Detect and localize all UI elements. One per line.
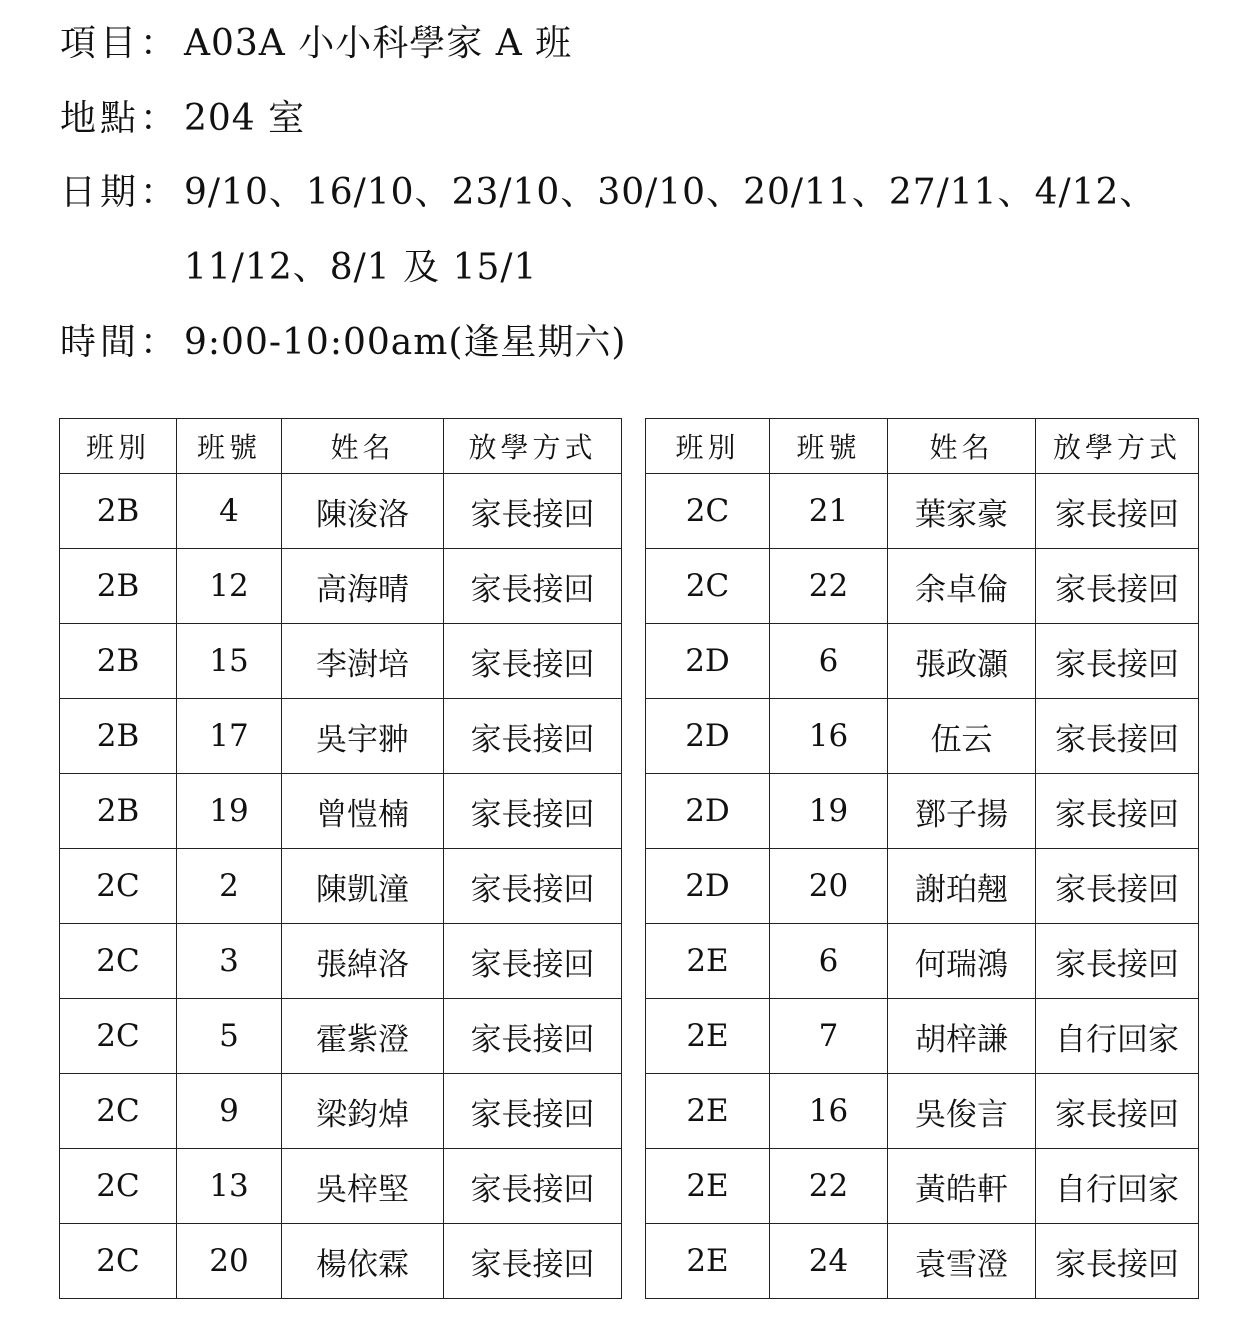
cell-class: 2E: [646, 1149, 770, 1224]
cell-name: 葉家豪: [888, 474, 1036, 549]
header-row: [646, 419, 1199, 474]
cell-class: 2C: [60, 849, 177, 924]
cell-class: 2B: [60, 549, 177, 624]
cell-dismissal: 自行回家: [1036, 999, 1199, 1074]
table-row: [60, 699, 622, 774]
header-class: 班別: [646, 419, 770, 474]
header-number: 班號: [770, 419, 888, 474]
date-value-line2: 11/12、8/1 及 15/1: [184, 247, 538, 288]
cell-dismissal: 家長接回: [1036, 774, 1199, 849]
cell-number: 6: [770, 624, 888, 699]
cell-dismissal: 家長接回: [444, 849, 622, 924]
cell-number: 16: [770, 699, 888, 774]
cell-class: 2C: [60, 999, 177, 1074]
table-row: [60, 1149, 622, 1224]
cell-number: 16: [770, 1074, 888, 1149]
cell-name: 梁鈞焯: [282, 1074, 444, 1149]
cell-name: 吳俊言: [888, 1074, 1036, 1149]
cell-class: 2C: [646, 549, 770, 624]
cell-class: 2D: [646, 849, 770, 924]
cell-dismissal: 家長接回: [444, 699, 622, 774]
cell-dismissal: 家長接回: [444, 1074, 622, 1149]
cell-dismissal: 家長接回: [444, 924, 622, 999]
cell-dismissal: 家長接回: [444, 999, 622, 1074]
cell-number: 2: [177, 849, 282, 924]
cell-number: 12: [177, 549, 282, 624]
cell-number: 19: [770, 774, 888, 849]
cell-number: 22: [770, 549, 888, 624]
table-row: [646, 924, 1199, 999]
header-row: [60, 419, 622, 474]
project-line: [60, 22, 572, 66]
cell-dismissal: 家長接回: [1036, 549, 1199, 624]
cell-name: 陳凱潼: [282, 849, 444, 924]
cell-name: 謝珀翹: [888, 849, 1036, 924]
cell-name: 曾愷楠: [282, 774, 444, 849]
cell-class: 2C: [646, 474, 770, 549]
table-row: [646, 624, 1199, 699]
cell-class: 2E: [646, 1074, 770, 1149]
roster-table-left: [59, 418, 622, 1299]
table-row: [646, 849, 1199, 924]
table-row: [646, 699, 1199, 774]
cell-number: 9: [177, 1074, 282, 1149]
location-value: 204 室: [184, 98, 306, 139]
cell-name: 袁雪澄: [888, 1224, 1036, 1299]
time-value: 9:00-10:00am(逢星期六): [184, 322, 627, 363]
cell-name: 吳梓堅: [282, 1149, 444, 1224]
cell-class: 2C: [60, 924, 177, 999]
cell-dismissal: 家長接回: [1036, 624, 1199, 699]
cell-number: 24: [770, 1224, 888, 1299]
table-row: [60, 849, 622, 924]
table-row: [646, 1149, 1199, 1224]
cell-number: 22: [770, 1149, 888, 1224]
cell-dismissal: 家長接回: [444, 1224, 622, 1299]
cell-name: 張綽洛: [282, 924, 444, 999]
table-row: [60, 924, 622, 999]
table-row: [60, 1224, 622, 1299]
cell-name: 吳宇翀: [282, 699, 444, 774]
header-name: 姓名: [888, 419, 1036, 474]
cell-class: 2B: [60, 699, 177, 774]
cell-number: 6: [770, 924, 888, 999]
cell-class: 2E: [646, 999, 770, 1074]
cell-name: 陳浚洛: [282, 474, 444, 549]
table-row: [60, 624, 622, 699]
cell-class: 2D: [646, 774, 770, 849]
cell-dismissal: 家長接回: [444, 474, 622, 549]
table-row: [60, 474, 622, 549]
cell-number: 3: [177, 924, 282, 999]
header-name: 姓名: [282, 419, 444, 474]
cell-dismissal: 自行回家: [1036, 1149, 1199, 1224]
cell-name: 霍紫澄: [282, 999, 444, 1074]
cell-name: 李澍培: [282, 624, 444, 699]
cell-class: 2E: [646, 1224, 770, 1299]
cell-name: 黃皓軒: [888, 1149, 1036, 1224]
cell-number: 4: [177, 474, 282, 549]
cell-dismissal: 家長接回: [1036, 699, 1199, 774]
cell-class: 2E: [646, 924, 770, 999]
cell-name: 余卓倫: [888, 549, 1036, 624]
roster-table-right: [645, 418, 1199, 1299]
cell-number: 17: [177, 699, 282, 774]
location-label: 地點：: [60, 98, 181, 139]
date-label: 日期：: [60, 172, 181, 213]
cell-dismissal: 家長接回: [444, 1149, 622, 1224]
table-row: [646, 474, 1199, 549]
cell-name: 伍云: [888, 699, 1036, 774]
header-number: 班號: [177, 419, 282, 474]
time-line: [60, 321, 626, 365]
time-label: 時間：: [60, 322, 181, 363]
cell-number: 20: [770, 849, 888, 924]
cell-name: 鄧子揚: [888, 774, 1036, 849]
cell-dismissal: 家長接回: [1036, 924, 1199, 999]
cell-dismissal: 家長接回: [1036, 1224, 1199, 1299]
cell-dismissal: 家長接回: [1036, 849, 1199, 924]
table-row: [646, 1224, 1199, 1299]
project-value: A03A 小小科學家 A 班: [184, 23, 573, 64]
project-label: 項目：: [60, 23, 181, 64]
table-row: [60, 549, 622, 624]
cell-class: 2C: [60, 1149, 177, 1224]
table-row: [60, 1074, 622, 1149]
header-dismissal: 放學方式: [444, 419, 622, 474]
cell-number: 7: [770, 999, 888, 1074]
date-value-line1: 9/10、16/10、23/10、30/10、20/11、27/11、4/12、: [184, 172, 1157, 213]
cell-name: 高海晴: [282, 549, 444, 624]
cell-name: 楊依霖: [282, 1224, 444, 1299]
cell-dismissal: 家長接回: [1036, 1074, 1199, 1149]
cell-number: 20: [177, 1224, 282, 1299]
header-dismissal: 放學方式: [1036, 419, 1199, 474]
cell-class: 2B: [60, 624, 177, 699]
cell-name: 胡梓謙: [888, 999, 1036, 1074]
table-row: [60, 999, 622, 1074]
cell-dismissal: 家長接回: [444, 549, 622, 624]
cell-number: 5: [177, 999, 282, 1074]
table-row: [646, 999, 1199, 1074]
cell-name: 張政灝: [888, 624, 1036, 699]
cell-class: 2D: [646, 624, 770, 699]
cell-class: 2C: [60, 1224, 177, 1299]
date-line: [60, 171, 1156, 215]
cell-class: 2B: [60, 774, 177, 849]
cell-name: 何瑞鴻: [888, 924, 1036, 999]
cell-number: 19: [177, 774, 282, 849]
table-row: [646, 1074, 1199, 1149]
cell-class: 2D: [646, 699, 770, 774]
cell-dismissal: 家長接回: [1036, 474, 1199, 549]
cell-class: 2C: [60, 1074, 177, 1149]
table-row: [60, 774, 622, 849]
location-line: [60, 97, 305, 141]
cell-dismissal: 家長接回: [444, 774, 622, 849]
cell-number: 15: [177, 624, 282, 699]
cell-number: 13: [177, 1149, 282, 1224]
cell-class: 2B: [60, 474, 177, 549]
table-row: [646, 549, 1199, 624]
cell-dismissal: 家長接回: [444, 624, 622, 699]
header-class: 班別: [60, 419, 177, 474]
cell-number: 21: [770, 474, 888, 549]
table-row: [646, 774, 1199, 849]
